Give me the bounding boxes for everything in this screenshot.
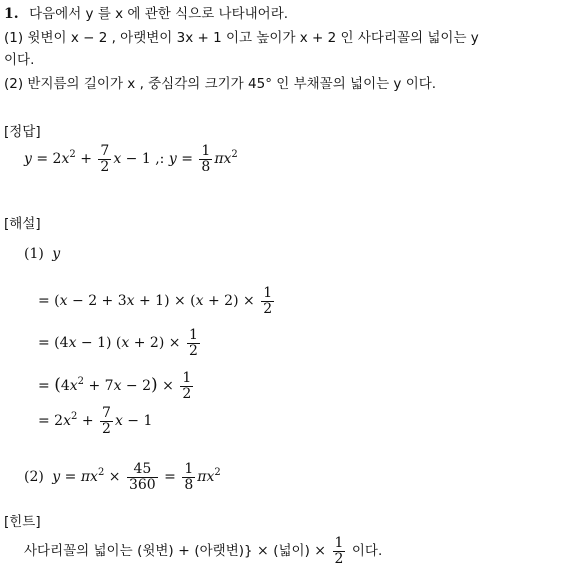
half-fraction: $\frac{1}{2}$ <box>263 284 273 317</box>
solution-step-2: = (4x − 1) (x + 2) × $\frac{1}{2}$ <box>38 326 198 359</box>
hint-text-b: 이다. <box>351 543 383 559</box>
answer-fraction-seven-halves: $\frac{7}{2}$ <box>100 142 110 175</box>
solution-part1-header: (1) y <box>24 246 61 262</box>
solution-heading: [해설] <box>4 216 41 232</box>
sub-question-1-line1: (1) 윗변이 x − 2 , 아랫변이 3x + 1 이고 높이가 x + 2 인 사다리꼴의 넓이는 y <box>4 30 479 46</box>
solution-step-3: = $(4x^2 + 7x - 2)$ × $\frac{1}{2}$ <box>38 369 192 402</box>
solution-step-4: = $2x^2$ + $\frac{7}{2}$ x − 1 <box>38 404 153 437</box>
fraction-one-eighth: $\frac{1}{8}$ <box>184 460 194 493</box>
solution-step-1: = (x − 2 + 3x + 1) × (x + 2) × $\frac{1}{2}$ <box>38 284 273 317</box>
hint-half-fraction: $\frac{1}{2}$ <box>334 534 344 567</box>
half-fraction: $\frac{1}{2}$ <box>182 369 192 402</box>
problem-number: 1. <box>4 6 19 22</box>
hint-text-a: 사다리꼴의 넓이는 <box>24 543 133 559</box>
hint-upper-base: (윗변) <box>137 543 174 559</box>
hint-line: 사다리꼴의 넓이는 (윗변) + (아랫변)} × (넓이) × $\frac{1}{2}$ 이다. <box>24 534 383 567</box>
seven-halves-fraction: $\frac{7}{2}$ <box>102 404 111 437</box>
answer-fraction-one-eighth: $\frac{1}{8}$ <box>201 142 211 175</box>
sub-question-2: (2) 반지름의 길이가 x , 중심각의 크기가 45° 인 부채꼴의 넓이는 y 이다. <box>4 76 437 92</box>
answer-line: $y = 2x^2$ + $\frac{7}{2}$ x − 1 ,: y = $\frac{1}{8}$ $\pi x^2$ <box>24 142 238 175</box>
solution-part1-label: (1) <box>24 246 44 262</box>
hint-height: (넓이) <box>273 543 310 559</box>
problem-header <box>4 6 288 22</box>
sub-question-1-line2: 이다. <box>4 52 35 68</box>
solution-part2: (2) $y = \pi x^2$ × $\frac{45}{360}$ = $\frac{1}{8}$ $\pi x^2$ <box>24 460 221 493</box>
answer-heading: [정답] <box>4 124 41 140</box>
hint-lower-base: (아랫변)} <box>194 543 253 559</box>
solution-part2-label: (2) <box>24 469 44 485</box>
problem-instruction: 다음에서 y 를 x 에 관한 식으로 나타내어라. <box>29 6 289 22</box>
fraction-45-over-360: $\frac{45}{360}$ <box>128 460 156 493</box>
hint-heading: [힌트] <box>4 514 41 530</box>
half-fraction: $\frac{1}{2}$ <box>188 326 198 359</box>
